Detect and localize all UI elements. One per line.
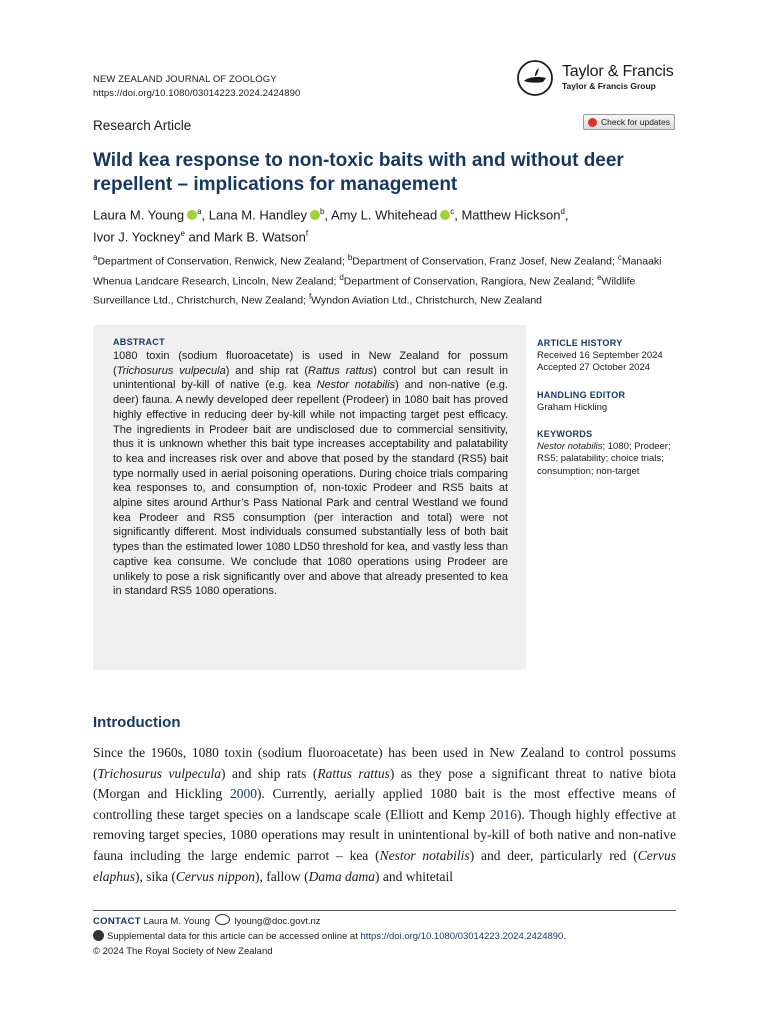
affil-sup: b	[347, 253, 353, 262]
author-affil-sup: c	[450, 207, 455, 216]
intro-part: ) and whitetail	[374, 868, 453, 884]
author-affil-sup: f	[305, 229, 309, 239]
intro-italic: Cervus elaphus	[93, 847, 676, 884]
check-for-updates-label: Check for updates	[601, 117, 670, 127]
author-name[interactable]: Amy L. Whitehead	[331, 207, 438, 223]
abstract-part: ) and ship rat (	[225, 364, 309, 377]
citation-link[interactable]: 2000	[229, 786, 257, 802]
author-affil-sup: b	[320, 207, 325, 216]
check-for-updates-button[interactable]	[583, 114, 675, 130]
intro-italic: Cervus nippon	[175, 868, 255, 884]
article-type: Research Article	[93, 118, 192, 133]
keyword-rest: ; 1080; Prodeer; RS5; palatability; choice trials; consumption; non-target	[537, 440, 671, 477]
author-name[interactable]: Mark B. Watson	[213, 229, 306, 245]
abstract-heading: ABSTRACT	[113, 337, 165, 347]
author-name[interactable]: Matthew Hickson	[461, 207, 561, 223]
publisher-lamp-icon	[516, 60, 554, 96]
affil-sup: a	[93, 253, 98, 262]
doi-link[interactable]: https://doi.org/10.1080/03014223.2024.2424890	[93, 88, 301, 99]
abstract-italic: Trichosurus vulpecula	[116, 364, 226, 377]
affil-text: Department of Conservation, Rangiora, New Zealand;	[343, 275, 598, 287]
keywords-heading: KEYWORDS	[537, 429, 593, 439]
author-name[interactable]: Laura M. Young	[93, 207, 185, 223]
supplemental-text: Supplemental data for this article can be accessed online at	[107, 931, 361, 942]
intro-part: ). Currently, aerially applied 1080 bait is the most effective means of controlling these target species on a landscape scale (Elliott and Kemp	[93, 786, 677, 822]
footer-divider	[93, 910, 676, 911]
contact-label: CONTACT	[93, 916, 141, 927]
abstract-part: ) and non-native (e.g. deer) fauna. A newly developed deer repellent (Prodeer) in 1080 bait has proved highly effective in reducing deer by-kill while not impacting target pest efficacy. The ingredients in Prodeer bait are undisclosed due to commercial sensitivity, thus it is unknown whether this bait type increases acceptability and palatability to kea and increases risk over and above that posed by the standard (RS5) bait type normally used in aerial poisoning operations. During choice trials comparing kea responses to, and consumption of, non-toxic Prodeer and RS5 baits at alpine sites around Arthur’s Pass National Park and central Westland we found kea Prodeer and RS5 consumption (per interaction and total) were not significantly different. Most individuals consumed substantially less of both bait types than the estimated lower 1080 LD50 threshold for kea, and vastly less than captive kea consume. We conclude that 1080 operations using Prodeer are unlikely to pose a risk significantly over and above that already presented to kea in standard RS5 1080 operations.	[113, 379, 508, 598]
abstract-italic: Rattus rattus	[308, 364, 374, 377]
publisher-name: Taylor & Francis	[562, 63, 674, 80]
affiliations	[93, 250, 673, 309]
updates-icon	[588, 118, 597, 127]
abstract-part: ) control but can result in unintentional by-kill of native (e.g. kea	[113, 364, 508, 392]
affil-text: Wildlife Surveillance Ltd., Christchurch, New Zealand;	[93, 275, 636, 307]
orcid-icon[interactable]	[310, 210, 320, 220]
keywords	[537, 428, 687, 478]
email-icon	[215, 914, 230, 925]
footer	[93, 914, 683, 959]
publisher-logo	[516, 60, 686, 96]
affil-text: Department of Conservation, Franz Josef, New Zealand;	[352, 255, 618, 268]
accepted-date: Accepted 27 October 2024	[537, 362, 651, 373]
abstract-text	[113, 349, 508, 599]
keywords-list	[537, 441, 687, 479]
abstract-italic: Nestor notabilis	[316, 379, 396, 392]
supplemental-line	[93, 929, 683, 944]
affil-text: Manaaki Whenua Landcare Research, Lincoln, New Zealand;	[93, 255, 662, 287]
history-heading: ARTICLE HISTORY	[537, 338, 623, 348]
introduction-heading: Introduction	[93, 714, 181, 731]
affil-text: Wyndon Aviation Ltd., Christchurch, New Zealand	[311, 294, 543, 307]
keyword-italic: Nestor notabilis	[537, 440, 603, 452]
introduction-text	[93, 743, 676, 887]
author-affil-sup: e	[180, 229, 185, 239]
copyright: © 2024 The Royal Society of New Zealand	[93, 946, 273, 957]
journal-header	[93, 73, 300, 101]
intro-part: ) as they pose a significant threat to native biota (Morgan and Hickling	[93, 765, 677, 802]
contact-email[interactable]: lyoung@doc.govt.nz	[234, 916, 321, 927]
intro-part: ), sika (	[135, 868, 176, 884]
article-history	[537, 337, 687, 375]
intro-part: ), fallow (	[255, 868, 309, 884]
title-line-2: repellent – implications for management	[93, 174, 458, 195]
author-list: Laura M. Young $^a$, Lana M. Handley $^b$, Amy L. Whitehead $^c$, Matthew Hickson$^d$, Ivor J. Yockney$^e$ and Mark B. Watson$^f$	[93, 207, 569, 245]
intro-part: ) and ship rats (	[220, 765, 318, 781]
supplemental-end: .	[563, 931, 566, 942]
abstract-box	[93, 325, 526, 670]
intro-italic: Rattus rattus	[317, 765, 390, 781]
affil-sup: f	[308, 292, 312, 301]
editor-name: Graham Hickling	[537, 401, 608, 413]
author-name[interactable]: Ivor J. Yockney	[93, 229, 181, 245]
abstract-part: 1080 toxin (sodium fluoroacetate) is used in New Zealand for possum (	[113, 350, 508, 377]
editor-heading: HANDLING EDITOR	[537, 390, 626, 400]
author-affil-sup: a	[197, 207, 202, 216]
intro-part: ) and deer, particularly red (	[469, 847, 638, 863]
orcid-icon[interactable]	[187, 210, 197, 220]
title-line-1: Wild kea response to non-toxic baits with and without deer	[93, 150, 624, 171]
author-name[interactable]: Lana M. Handley	[208, 207, 308, 223]
affil-sup: e	[597, 272, 602, 282]
received-date: Received 16 September 2024	[537, 349, 663, 361]
publisher-group: Taylor & Francis Group	[562, 81, 656, 91]
intro-italic: Nestor notabilis	[379, 847, 470, 863]
author-affil-sup: d	[560, 207, 565, 216]
affil-sup: c	[617, 253, 622, 262]
supplemental-icon	[93, 930, 104, 941]
affil-sup: d	[339, 272, 344, 282]
affil-text: Department of Conservation, Renwick, New Zealand;	[97, 255, 348, 268]
orcid-icon[interactable]	[440, 210, 450, 220]
handling-editor	[537, 389, 687, 414]
contact-name: Laura M. Young	[143, 916, 211, 927]
supplemental-link[interactable]: https://doi.org/10.1080/03014223.2024.2424890	[360, 931, 564, 942]
intro-italic: Trichosurus vulpecula	[97, 765, 221, 781]
journal-name: NEW ZEALAND JOURNAL OF ZOOLOGY	[93, 74, 277, 85]
intro-italic: Dama dama	[308, 868, 375, 884]
contact-line	[93, 914, 683, 929]
intro-part: Since the 1960s, 1080 toxin (sodium fluoroacetate) has been used in New Zealand to control possums (	[93, 745, 676, 781]
citation-link[interactable]: 2016	[489, 806, 517, 822]
article-title	[93, 149, 693, 197]
intro-part: ). Though highly effective at removing target species, 1080 operations may result in unintentional by-kill of both native and non-native fauna including the large endemic parrot – kea (	[93, 806, 676, 863]
